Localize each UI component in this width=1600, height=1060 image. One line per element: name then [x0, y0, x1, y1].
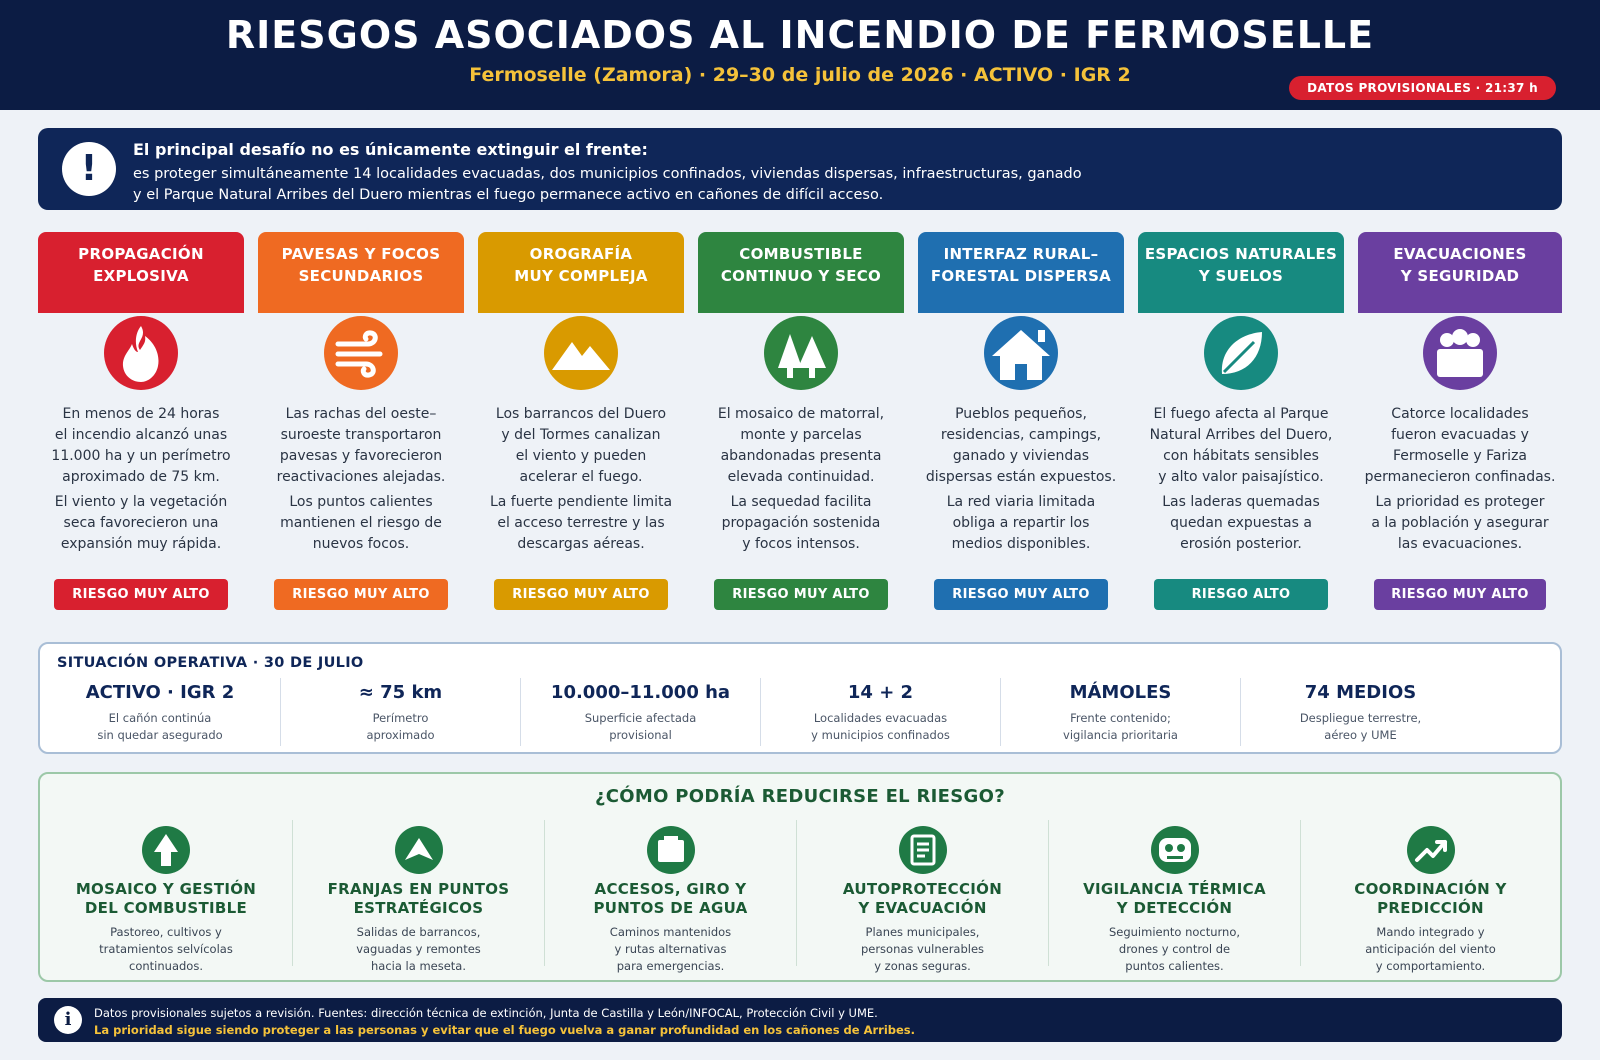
flame-icon [104, 316, 178, 390]
header-banner [0, 0, 1600, 110]
risk-card-header [1358, 232, 1562, 313]
text-line: reactivaciones alejadas. [276, 469, 446, 485]
risk-consequence [918, 492, 1124, 555]
text-line: erosión posterior. [1180, 536, 1302, 552]
risk-description [698, 404, 904, 488]
ops-stat-value: ≈ 75 km [358, 682, 443, 703]
text-line: ganado y viviendas [952, 448, 1090, 464]
people-icon [1423, 316, 1497, 390]
risk-card-interfaz [918, 232, 1124, 612]
text-line: con hábitats sensibles [1163, 448, 1319, 464]
ops-title: SITUACIÓN OPERATIVA · 30 DE JULIO [57, 655, 364, 671]
provisional-data-badge: DATOS PROVISIONALES · 21:37 h [1289, 76, 1556, 100]
text-line: Y DETECCIÓN [1116, 899, 1233, 917]
text-line: La sequedad facilita [730, 494, 872, 510]
text-line: Catorce localidades [1391, 406, 1529, 422]
risk-title-line: EVACUACIONES [1393, 245, 1527, 263]
text-line: continuados. [129, 959, 203, 973]
text-line: Salidas de barrancos, [356, 925, 481, 939]
footer-note [38, 998, 1562, 1042]
measure-title [1301, 880, 1560, 918]
text-line: residencias, campings, [940, 427, 1102, 443]
risk-title-line: COMBUSTIBLE [739, 245, 863, 263]
risk-card-combustible [698, 232, 904, 612]
risk-reduction-panel [38, 772, 1562, 982]
text-line: fueron evacuadas y [1391, 427, 1529, 443]
risk-description [1138, 404, 1344, 488]
risk-cards [38, 232, 1562, 612]
risk-level-badge: RIESGO MUY ALTO [54, 579, 228, 610]
text-line: monte y parcelas [740, 427, 862, 443]
risk-card-header [38, 232, 244, 313]
risk-description [1358, 404, 1562, 488]
challenge-line: es proteger simultáneamente 14 localidades evacuadas, dos municipios confinados, viviendas dispersas, infraestructuras, ganado [133, 166, 1082, 182]
text-line: El mosaico de matorral, [717, 406, 885, 422]
challenge-line: y el Parque Natural Arribes del Duero mientras el fuego permanece activo en cañones de difícil acceso. [133, 187, 884, 203]
main-challenge-panel [38, 128, 1562, 210]
risk-level-badge: RIESGO MUY ALTO [1374, 579, 1546, 610]
page-title: RIESGOS ASOCIADOS AL INCENDIO DE FERMOSELLE [225, 13, 1375, 57]
text-line: FRANJAS EN PUNTOS [327, 880, 510, 898]
risk-card-header [1138, 232, 1344, 313]
ops-stat-value: MÁMOLES [1069, 682, 1172, 703]
risk-card-espacios-naturales [1138, 232, 1344, 612]
text-line: Frente contenido; [1070, 711, 1171, 725]
trees-icon [764, 316, 838, 390]
risk-card-header [918, 232, 1124, 313]
challenge-text [133, 164, 1133, 206]
risk-title-line: ESPACIOS NATURALES [1144, 245, 1338, 263]
risk-card-pavesas [258, 232, 464, 612]
ops-stat [40, 678, 280, 746]
measure-autoproteccion [796, 820, 1048, 973]
ops-stat-label [40, 710, 280, 744]
text-line: abandonadas presenta [720, 448, 882, 464]
text-line: y del Tormes canalizan [501, 427, 661, 443]
ops-stat-label [1241, 710, 1480, 744]
risk-title-line: Y SUELOS [1198, 267, 1284, 285]
text-line: Las rachas del oeste– [285, 406, 437, 422]
measure-accesos [544, 820, 796, 973]
text-line: El cañón continúa [108, 711, 212, 725]
text-line: y focos intensos. [742, 536, 860, 552]
text-line: La red viaria limitada [946, 494, 1096, 510]
text-line: MOSAICO Y GESTIÓN [75, 880, 257, 898]
ops-stat-label [1001, 710, 1240, 744]
risk-description [918, 404, 1124, 488]
text-line: para emergencias. [616, 959, 725, 973]
risk-consequence [1358, 492, 1562, 555]
risk-level-badge: RIESGO MUY ALTO [494, 579, 668, 610]
risk-title-line: PAVESAS Y FOCOS [281, 245, 441, 263]
text-line: PREDICCIÓN [1377, 899, 1484, 917]
text-line: Despliegue terrestre, [1299, 711, 1422, 725]
text-line: y zonas seguras. [874, 959, 971, 973]
text-line: 11.000 ha y un perímetro [51, 448, 231, 464]
text-line: hacia la meseta. [370, 959, 466, 973]
risk-card-evacuaciones [1358, 232, 1562, 612]
risk-description [38, 404, 244, 488]
text-line: La fuerte pendiente limita [489, 494, 673, 510]
footer-sources: Datos provisionales sujetos a revisión. Fuentes: dirección técnica de extinción, Junta de Castilla y León/INFOCAL, Protección Civil y UME. [94, 1006, 878, 1020]
text-line: obliga a repartir los [952, 515, 1090, 531]
text-line: En menos de 24 horas [62, 406, 220, 422]
text-line: Pueblos pequeños, [955, 406, 1087, 422]
text-line: y rutas alternativas [614, 942, 727, 956]
text-line: aproximado [366, 728, 435, 742]
text-line: drones y control de [1118, 942, 1231, 956]
text-line: a la población y asegurar [1371, 515, 1549, 531]
risk-level-badge: RIESGO ALTO [1154, 579, 1328, 610]
text-line: Pastoreo, cultivos y [110, 925, 222, 939]
text-line: vaguadas y remontes [356, 942, 481, 956]
exclamation-icon: ! [62, 142, 116, 196]
text-line: elevada continuidad. [727, 469, 875, 485]
text-line: Planes municipales, [865, 925, 980, 939]
text-line: y municipios confinados [811, 728, 950, 742]
risk-title-line: PROPAGACIÓN [78, 245, 204, 263]
measure-title [545, 880, 796, 918]
trend-icon [1407, 826, 1455, 874]
house-icon [984, 316, 1058, 390]
text-line: AUTOPROTECCIÓN [842, 880, 1003, 898]
text-line: DEL COMBUSTIBLE [84, 899, 248, 917]
text-line: personas vulnerables [860, 942, 985, 956]
text-line: aéreo y UME [1324, 728, 1397, 742]
text-line: expansión muy rápida. [60, 536, 222, 552]
risk-consequence [698, 492, 904, 555]
ops-stat-label [761, 710, 1000, 744]
measure-description [1301, 924, 1560, 975]
text-line: anticipación del viento [1365, 942, 1496, 956]
text-line: medios disponibles. [951, 536, 1091, 552]
risk-description [258, 404, 464, 488]
ops-stat-label [521, 710, 760, 744]
text-line: Caminos mantenidos [609, 925, 732, 939]
text-line: sin quedar asegurado [97, 728, 223, 742]
measure-coordinacion [1300, 820, 1560, 973]
text-line: pavesas y favorecieron [279, 448, 443, 464]
ops-stat [280, 678, 520, 746]
text-line: Las laderas quemadas [1162, 494, 1320, 510]
text-line: Los barrancos del Duero [495, 406, 667, 422]
risk-consequence [1138, 492, 1344, 555]
measure-description [545, 924, 796, 975]
text-line: Fermoselle y Fariza [1392, 448, 1528, 464]
text-line: nuevos focos. [312, 536, 410, 552]
ops-stat-label [281, 710, 520, 744]
text-line: mantienen el riesgo de [280, 515, 442, 531]
text-line: Natural Arribes del Duero, [1149, 427, 1333, 443]
text-line: ACCESOS, GIRO Y [594, 880, 747, 898]
risk-description [478, 404, 684, 488]
text-line: suroeste transportaron [280, 427, 442, 443]
ops-stat-value: 10.000–11.000 ha [550, 682, 731, 703]
document-icon [899, 826, 947, 874]
risk-level-badge: RIESGO MUY ALTO [714, 579, 888, 610]
measure-description [40, 924, 292, 975]
text-line: seca favorecieron una [63, 515, 219, 531]
text-line: y alto valor paisajístico. [1158, 469, 1324, 485]
measure-description [797, 924, 1048, 975]
risk-title-line: CONTINUO Y SECO [720, 267, 882, 285]
measure-description [293, 924, 544, 975]
info-icon: i [54, 1006, 82, 1034]
text-line: Y EVACUACIÓN [858, 899, 987, 917]
text-line: Los puntos calientes [289, 494, 433, 510]
text-line: descargas aéreas. [517, 536, 645, 552]
risk-title-line: MUY COMPLEJA [514, 267, 648, 285]
text-line: PUNTOS DE AGUA [593, 899, 748, 917]
risk-title-line: Y SEGURIDAD [1400, 267, 1520, 285]
text-line: VIGILANCIA TÉRMICA [1083, 880, 1266, 898]
text-line: COORDINACIÓN Y [1354, 880, 1507, 898]
text-line: Perímetro [372, 711, 429, 725]
text-line: acelerar el fuego. [519, 469, 643, 485]
text-line: permanecieron confinadas. [1364, 469, 1556, 485]
text-line: las evacuaciones. [1397, 536, 1523, 552]
text-line: y comportamiento. [1375, 959, 1486, 973]
risk-card-propagacion [38, 232, 244, 612]
risk-level-badge: RIESGO MUY ALTO [934, 579, 1108, 610]
measure-title [1049, 880, 1300, 918]
text-line: vigilancia prioritaria [1063, 728, 1178, 742]
ops-stat-value: ACTIVO · IGR 2 [85, 682, 235, 703]
footer-priority: La prioridad sigue siendo proteger a las personas y evitar que el fuego vuelva a ganar profundidad en los cañones de Arribes. [94, 1023, 916, 1037]
text-line: El viento y la vegetación [54, 494, 228, 510]
text-line: Localidades evacuadas [813, 711, 948, 725]
text-line: propagación sostenida [721, 515, 881, 531]
risk-consequence [478, 492, 684, 555]
ops-stat [1240, 678, 1480, 746]
text-line: provisional [609, 728, 672, 742]
risk-title-line: SECUNDARIOS [298, 267, 424, 285]
leaf-icon [1204, 316, 1278, 390]
measure-title [293, 880, 544, 918]
operational-status-panel [38, 642, 1562, 754]
text-line: puntos calientes. [1125, 959, 1224, 973]
text-line: el viento y pueden [515, 448, 647, 464]
text-line: quedan expuestas a [1170, 515, 1312, 531]
text-line: ESTRATÉGICOS [353, 899, 484, 917]
risk-title-line: OROGRAFÍA [529, 245, 633, 263]
text-line: La prioridad es proteger [1375, 494, 1545, 510]
ops-stat-value: 14 + 2 [847, 682, 914, 703]
reduction-title: ¿CÓMO PODRÍA REDUCIRSE EL RIESGO? [595, 786, 1005, 807]
challenge-title: El principal desafío no es únicamente extinguir el frente: [133, 140, 648, 159]
measure-title [797, 880, 1048, 918]
measure-title [40, 880, 292, 918]
text-line: El fuego afecta al Parque [1153, 406, 1329, 422]
measure-description [1049, 924, 1300, 975]
text-line: el acceso terrestre y las [497, 515, 665, 531]
risk-title-line: EXPLOSIVA [93, 267, 189, 285]
risk-title-line: FORESTAL DISPERSA [930, 267, 1112, 285]
risk-consequence [38, 492, 244, 555]
text-line: aproximado de 75 km. [62, 469, 220, 485]
risk-card-header [478, 232, 684, 313]
measure-franjas [292, 820, 544, 973]
risk-level-badge: RIESGO MUY ALTO [274, 579, 448, 610]
measure-vigilancia [1048, 820, 1300, 973]
arrow-up-icon [142, 826, 190, 874]
ops-stat [760, 678, 1000, 746]
risk-card-header [258, 232, 464, 313]
ops-stat [520, 678, 760, 746]
ops-stat [1000, 678, 1240, 746]
measure-mosaico [40, 820, 292, 973]
wind-icon [324, 316, 398, 390]
risk-consequence [258, 492, 464, 555]
risk-card-header [698, 232, 904, 313]
mountain-icon [544, 316, 618, 390]
tank-icon [647, 826, 695, 874]
triangle-icon [395, 826, 443, 874]
text-line: Seguimiento nocturno, [1108, 925, 1241, 939]
risk-card-orografia [478, 232, 684, 612]
monitor-icon [1151, 826, 1199, 874]
risk-title-line: INTERFAZ RURAL– [943, 245, 1099, 263]
text-line: Superficie afectada [584, 711, 697, 725]
page-subtitle: Fermoselle (Zamora) · 29–30 de julio de 2026 · ACTIVO · IGR 2 [469, 64, 1131, 86]
ops-stat-value: 74 MEDIOS [1304, 682, 1417, 703]
text-line: dispersas están expuestos. [925, 469, 1117, 485]
text-line: Mando integrado y [1376, 925, 1485, 939]
text-line: el incendio alcanzó unas [54, 427, 228, 443]
text-line: tratamientos selvícolas [99, 942, 233, 956]
